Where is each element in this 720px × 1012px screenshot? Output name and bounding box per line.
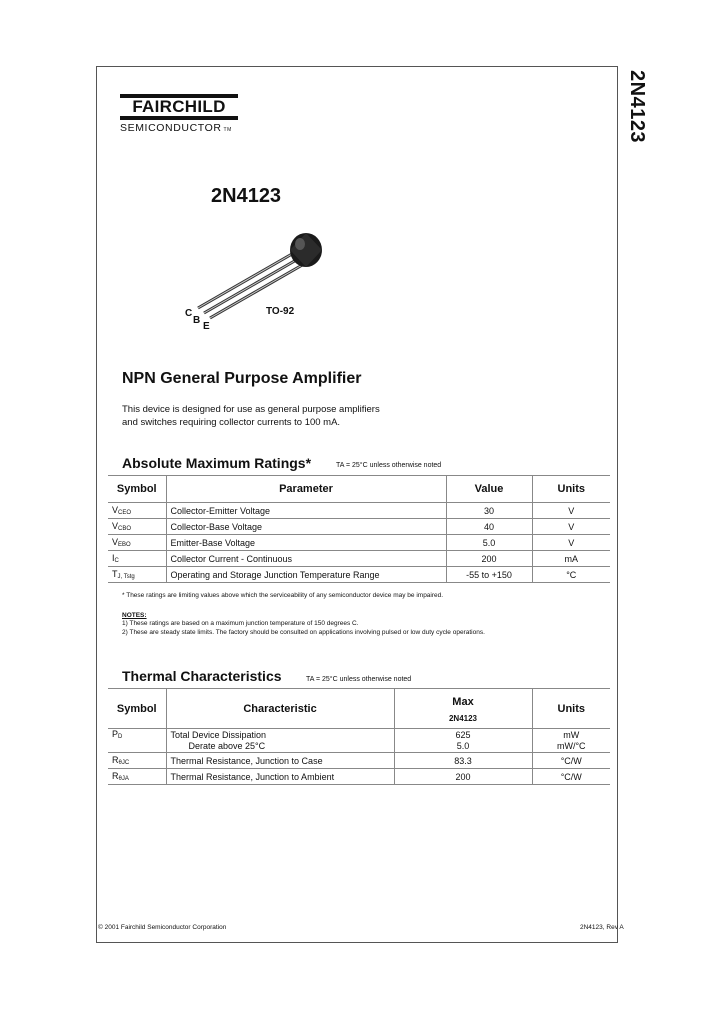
table-row: RθJC Thermal Resistance, Junction to Case 83.3 °C/W [108, 753, 610, 769]
package-name: TO-92 [266, 306, 295, 317]
col-max: Max 2N4123 [394, 689, 532, 729]
table-row: VEBO Emitter-Base Voltage 5.0 V [108, 535, 610, 551]
col-symbol: Symbol [108, 476, 166, 503]
footer-revision: 2N4123, Rev A [580, 924, 624, 931]
thermal-title: Thermal Characteristics [122, 668, 282, 684]
table-row: RθJA Thermal Resistance, Junction to Ambient 200 °C/W [108, 769, 610, 785]
side-title: 2N4123 [626, 70, 648, 144]
abs-max-footnote: * These ratings are limiting values above which the serviceability of any semiconductor device may be impaired. [122, 592, 444, 599]
abs-max-table [108, 475, 610, 583]
table-row: IC Collector Current - Continuous 200 mA [108, 551, 610, 567]
note-2: 2) These are steady state limits. The factory should be consulted on applications involving pulsed or low duty cycle operations. [122, 629, 485, 636]
table-row: PD Total Device Dissipation Derate above 25°C 625 5.0 mW mW/°C [108, 729, 610, 753]
logo-brand: FAIRCHILD [132, 97, 226, 116]
device-description: This device is designed for use as general purpose amplifiers and switches requiring collector currents to 100 mA. [122, 404, 380, 428]
thermal-note: TA = 25°C unless otherwise noted [306, 676, 412, 683]
col-units: Units [532, 689, 610, 729]
table-row: VCBO Collector-Base Voltage 40 V [108, 519, 610, 535]
pin-b-label: B [193, 315, 201, 326]
note-1: 1) These ratings are based on a maximum junction temperature of 150 degrees C. [122, 620, 359, 627]
pin-e-label: E [203, 321, 210, 332]
abs-max-title: Absolute Maximum Ratings* [122, 455, 312, 471]
device-heading: NPN General Purpose Amplifier [122, 370, 362, 387]
fairchild-logo [120, 94, 238, 134]
col-max-sub: 2N4123 [448, 714, 478, 723]
col-units: Units [532, 476, 610, 503]
col-symbol: Symbol [108, 689, 166, 729]
logo-bar-bottom [120, 116, 238, 120]
pin-c-label: C [185, 308, 193, 319]
col-value: Value [446, 476, 532, 503]
table-row: TJ, Tstg Operating and Storage Junction Temperature Range -55 to +150 °C [108, 567, 610, 583]
logo-sub: SEMICONDUCTOR TM [120, 122, 232, 134]
part-number: 2N4123 [211, 185, 282, 207]
table-row: VCEO Collector-Emitter Voltage 30 V [108, 503, 610, 519]
col-characteristic: Characteristic [166, 689, 394, 729]
col-parameter: Parameter [166, 476, 446, 503]
thermal-table [108, 688, 610, 785]
notes-title: NOTES: [122, 612, 147, 619]
to92-package-drawing [180, 230, 330, 340]
abs-max-note: TA = 25°C unless otherwise noted [336, 462, 442, 469]
footer-copyright: © 2001 Fairchild Semiconductor Corporation [98, 924, 227, 931]
